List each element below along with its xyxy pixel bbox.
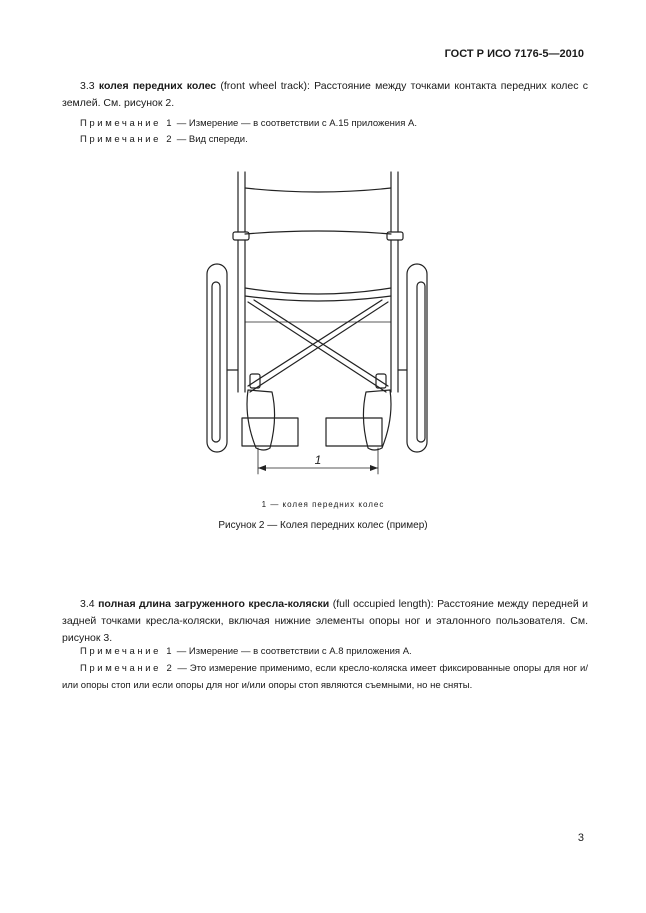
figure-legend: 1 — колея передних колес bbox=[261, 500, 385, 509]
seat-sling-top bbox=[245, 288, 391, 294]
backrest-bottom-edge bbox=[245, 231, 391, 234]
note-text: — Вид спереди. bbox=[176, 134, 248, 145]
section-3-3-note-2 bbox=[80, 134, 248, 145]
note-label: Примечание 1 bbox=[80, 646, 175, 657]
left-hand-rim bbox=[212, 282, 220, 442]
wheelchair-front-view-figure bbox=[205, 170, 441, 480]
left-post-collar bbox=[233, 232, 249, 240]
note-text: — Измерение — в соответствии с А.8 приложения А. bbox=[176, 646, 412, 657]
backrest-top-edge bbox=[245, 188, 391, 192]
right-footrest-plate bbox=[326, 418, 382, 446]
left-caster-wheel bbox=[247, 390, 275, 450]
page-number: 3 bbox=[577, 832, 584, 844]
section-3-4-paragraph bbox=[62, 596, 588, 647]
section-3-3-note-1 bbox=[80, 118, 417, 129]
section-3-4-definition: (full occupied length): Расстояние между передней и задней точками кресла-коляски, включая нижние элементы опоры ног и эталонного пользователя. См. рисунок 3. bbox=[62, 598, 589, 644]
cross-brace-a1 bbox=[248, 302, 386, 392]
section-3-3-number: 3.3 bbox=[80, 80, 95, 92]
section-3-3-definition: (front wheel track): Расстояние между точками контакта передних колес с землей. См. рисунок 2. bbox=[62, 80, 588, 109]
section-3-4-number: 3.4 bbox=[80, 598, 95, 610]
left-rear-wheel bbox=[207, 264, 227, 452]
cross-brace-b2 bbox=[248, 300, 382, 386]
note-text: — Это измерение применимо, если кресло-коляска имеет фиксированные опоры для ног и/или опоры стоп или если опоры для ног и/или опоры стоп являются съемными, но не сняты. bbox=[62, 663, 588, 691]
note-label: Примечание 2 bbox=[80, 134, 175, 145]
right-caster-wheel bbox=[363, 390, 391, 450]
section-3-4-note-1 bbox=[80, 646, 412, 657]
section-3-4-note-2 bbox=[62, 660, 588, 694]
dimension-arrow-left bbox=[258, 465, 266, 471]
dimension-label: 1 bbox=[314, 453, 322, 467]
note-label: Примечание 2 bbox=[80, 663, 175, 674]
note-label: Примечание 1 bbox=[80, 118, 175, 129]
cross-brace-a2 bbox=[254, 300, 388, 386]
note-text: — Измерение — в соответствии с А.15 приложения А. bbox=[176, 118, 417, 129]
figure-caption: Рисунок 2 — Колея передних колес (пример) bbox=[218, 520, 428, 531]
right-post-collar bbox=[387, 232, 403, 240]
cross-brace-b1 bbox=[250, 302, 388, 392]
dimension-arrow-right bbox=[370, 465, 378, 471]
right-hand-rim bbox=[417, 282, 425, 442]
section-3-4-term: полная длина загруженного кресла-коляски bbox=[98, 598, 330, 610]
document-code-header: ГОСТ Р ИСО 7176-5—2010 bbox=[444, 48, 584, 60]
seat-sling-bottom bbox=[245, 296, 391, 301]
section-3-3-term: колея передних колес bbox=[98, 80, 217, 92]
section-3-3-paragraph bbox=[62, 78, 588, 112]
